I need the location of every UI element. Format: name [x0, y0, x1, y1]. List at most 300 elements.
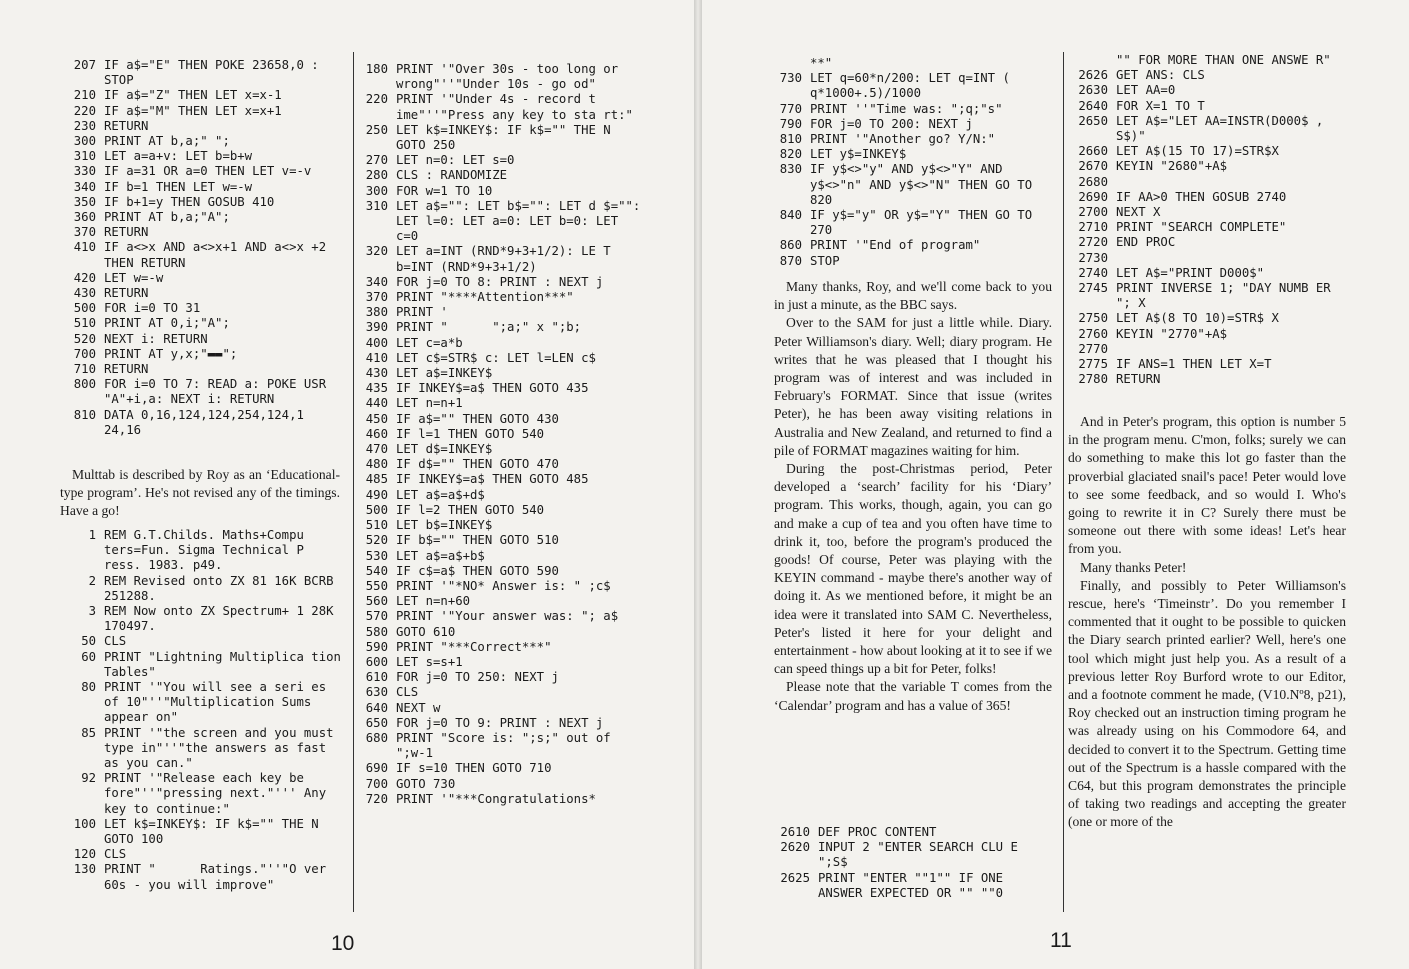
diary-article-text: [774, 278, 1052, 715]
code-line: [362, 533, 642, 548]
line-code: IF y$<>"y" AND y$<>"Y" AND y$<>"n" AND y$<>"N" THEN GO TO 820: [810, 162, 1040, 207]
line-code: FOR j=0 TO 8: PRINT : NEXT j: [396, 274, 604, 289]
code-line: [70, 195, 345, 210]
line-number: 340: [365, 274, 388, 289]
line-code: END PROC: [1116, 235, 1176, 250]
code-line: [776, 208, 1054, 238]
code-line: [1074, 53, 1348, 68]
code-line: [362, 168, 642, 183]
line-number: 2710: [1078, 220, 1108, 235]
line-code: PRINT '"Release each key be fore"''"pressing next."''' Any key to continue:": [104, 771, 334, 816]
line-code: IF b$="" THEN GOTO 510: [396, 533, 559, 548]
line-number: 810: [73, 407, 96, 422]
code-line: [70, 164, 345, 179]
line-code: NEXT i: RETURN: [104, 331, 208, 346]
code-line: [362, 564, 642, 579]
code-line: [362, 92, 642, 122]
line-number: 60: [81, 649, 96, 664]
line-number: 830: [779, 162, 802, 177]
line-code: **": [810, 56, 833, 70]
line-code: PRINT "****Attention***": [396, 290, 574, 305]
line-code: REM Now onto ZX Spectrum+ 1 28K 170497.: [104, 604, 341, 634]
line-code: STOP: [810, 253, 840, 268]
line-number: 550: [365, 578, 388, 593]
code-line: [362, 290, 642, 305]
page-number: 10: [331, 932, 355, 955]
code-line: [362, 457, 642, 472]
line-number: 520: [73, 331, 96, 346]
listing-multtab-end: [776, 56, 1054, 269]
line-number: 220: [365, 92, 388, 107]
line-number: 2640: [1078, 98, 1108, 113]
line-code: LET w=-w: [104, 270, 164, 285]
code-line: [362, 640, 642, 655]
code-line: [70, 847, 345, 862]
line-code: FOR i=0 TO 7: READ a: POKE USR "A"+i,a: NEXT i: RETURN: [104, 377, 334, 407]
line-code: IF a<>x AND a<>x+1 AND a<>x +2 THEN RETURN: [104, 240, 334, 270]
line-number: 870: [779, 253, 802, 268]
code-line: [776, 238, 1054, 253]
line-code: DEF PROC CONTENT: [818, 825, 937, 839]
line-code: LET a$="": LET b$="": LET d $="": LET l=0: LET a=0: LET b=0: LET c=0: [396, 198, 648, 244]
code-line: [70, 408, 345, 438]
listing-diary-search-part2: [1074, 53, 1348, 387]
line-number: 130: [73, 862, 96, 877]
line-number: 510: [365, 518, 388, 533]
line-code: PRINT '"Another go? Y/N:": [810, 132, 996, 147]
code-line: [362, 442, 642, 457]
line-code: IF s=10 THEN GOTO 710: [396, 761, 552, 776]
line-number: 435: [365, 381, 388, 396]
code-line: [70, 604, 345, 634]
code-line: [362, 549, 642, 564]
line-number: 300: [73, 134, 96, 149]
line-code: LET q=60*n/200: LET q=INT ( q*1000+.5)/1000: [810, 71, 1018, 101]
line-code: CLS: [104, 634, 127, 649]
line-number: 320: [365, 244, 388, 259]
line-code: IF a$="" THEN GOTO 430: [396, 411, 559, 426]
code-line: [70, 271, 345, 286]
code-line: [70, 574, 345, 604]
paragraph: And in Peter's program, this option is number 5 in the program menu. C'mon, folks; surely we can do something to make this lot go faster than the proverbial glaciated snail's pace! Peter would love to see some feedback, and so would I. Who's going to rewrite it in C? Surely there must be someone out there with some ideas! Let's hear from you.: [1068, 414, 1346, 557]
line-number: 400: [365, 335, 388, 350]
line-number: 92: [81, 771, 96, 786]
code-line: [70, 377, 345, 407]
line-number: 310: [365, 198, 388, 213]
line-code: RETURN: [104, 362, 149, 377]
code-line: [70, 225, 345, 240]
code-line: [776, 117, 1054, 132]
line-code: FOR w=1 TO 10: [396, 183, 493, 198]
line-number: 540: [365, 563, 388, 578]
line-code: LET y$=INKEY$: [810, 147, 907, 162]
code-line: [1074, 205, 1348, 220]
line-code: NEXT X: [1116, 205, 1161, 220]
paragraph: Please note that the variable T comes from the ‘Calendar’ program and has a value of 365!: [774, 679, 1052, 713]
code-line: [1074, 144, 1348, 159]
line-number: 2620: [780, 840, 810, 855]
code-line: [70, 362, 345, 377]
column-rule: [353, 52, 354, 912]
line-number: 430: [73, 286, 96, 301]
code-line: [776, 825, 1054, 840]
code-line: [362, 336, 642, 351]
code-line: [362, 761, 642, 776]
line-code: PRINT AT b,a;"A";: [104, 210, 230, 225]
code-line: [776, 254, 1054, 269]
line-code: IF l=2 THEN GOTO 540: [396, 502, 545, 517]
code-line: [1074, 311, 1348, 326]
code-line: [1074, 235, 1348, 250]
line-code: LET d$=INKEY$: [396, 442, 493, 457]
line-code: FOR j=0 TO 200: NEXT j: [810, 116, 973, 131]
line-code: IF a=31 OR a=0 THEN LET v=-v: [104, 164, 312, 179]
code-line: [362, 579, 642, 594]
line-number: 470: [365, 442, 388, 457]
line-number: 2626: [1078, 68, 1108, 83]
line-number: [776, 56, 802, 71]
line-code: [1116, 342, 1348, 357]
line-code: IF INKEY$=a$ THEN GOTO 435: [396, 381, 589, 396]
line-code: PRINT "***Correct***": [396, 639, 552, 654]
code-line: [362, 472, 642, 487]
line-number: 690: [365, 761, 388, 776]
line-number: [1074, 53, 1108, 68]
code-line: [70, 88, 345, 103]
listing-multtab-part1: [70, 528, 349, 893]
line-number: 2760: [1078, 326, 1108, 341]
line-number: 280: [365, 168, 388, 183]
line-number: 2770: [1078, 341, 1108, 356]
multtab-intro: [60, 466, 340, 521]
line-number: 390: [365, 320, 388, 335]
line-code: RETURN: [104, 118, 149, 133]
code-line: [362, 655, 642, 670]
line-code: PRINT '"***Congratulations*: [396, 791, 596, 806]
line-number: 440: [365, 396, 388, 411]
line-number: 2775: [1078, 357, 1108, 372]
code-line: [362, 351, 642, 366]
line-number: 770: [779, 101, 802, 116]
line-number: 700: [365, 776, 388, 791]
line-number: 580: [365, 624, 388, 639]
line-code: REM G.T.Childs. Maths+Compu ters=Fun. Sigma Technical P ress. 1983. p49.: [104, 528, 312, 573]
code-line: [1074, 281, 1348, 311]
code-line: [362, 198, 648, 245]
code-line: [1074, 220, 1348, 235]
code-line: [362, 244, 642, 274]
line-number: 410: [365, 350, 388, 365]
code-line: [362, 381, 642, 396]
line-code: LET k$=INKEY$: IF k$="" THE N GOTO 250: [396, 122, 619, 153]
line-code: LET a=a+v: LET b=b+w: [104, 149, 253, 164]
line-code: LET n=0: LET s=0: [396, 153, 515, 168]
code-line: [362, 670, 642, 685]
line-code: IF y$="y" OR y$="Y" THEN GO TO 270: [810, 208, 1040, 238]
code-line: [362, 62, 642, 92]
line-code: NEXT w: [396, 700, 441, 715]
line-code: CLS : RANDOMIZE: [396, 168, 508, 183]
line-code: PRINT AT b,a;" ";: [104, 134, 230, 149]
line-number: 590: [365, 639, 388, 654]
line-code: RETURN: [1116, 372, 1161, 387]
code-line: [362, 366, 642, 381]
line-number: 330: [73, 164, 96, 179]
line-code: PRINT '"Under 4s - record t ime"''"Press any key to sta rt:": [396, 92, 633, 122]
line-number: 380: [365, 305, 388, 320]
line-code: FOR X=1 TO T: [1116, 98, 1205, 113]
code-line: [70, 634, 345, 649]
line-code: LET A$(15 TO 17)=STR$X: [1116, 144, 1279, 159]
line-code: LET n=n+60: [396, 594, 471, 609]
line-number: 480: [365, 457, 388, 472]
code-line: [362, 184, 642, 199]
line-code: GOTO 730: [396, 776, 456, 791]
line-number: 180: [365, 62, 388, 76]
code-line: [362, 685, 642, 700]
line-number: 510: [73, 316, 96, 331]
line-code: PRINT AT 0,i;"A";: [104, 316, 230, 331]
line-number: 2690: [1078, 189, 1108, 204]
line-code: PRINT '"End of program": [810, 238, 981, 253]
code-line: [70, 119, 345, 134]
paragraph: Many thanks Peter!: [1080, 559, 1187, 575]
line-code: REM Revised onto ZX 81 16K BCRB 251288.: [104, 573, 341, 603]
line-code: "" FOR MORE THAN ONE ANSWE R": [1116, 53, 1331, 67]
code-line: [70, 771, 345, 817]
line-code: GET ANS: CLS: [1116, 68, 1205, 83]
line-number: 2610: [780, 825, 810, 839]
line-number: 2740: [1078, 265, 1108, 280]
line-number: 350: [73, 194, 96, 209]
code-line: [70, 347, 345, 362]
code-line: [362, 153, 642, 168]
line-number: 710: [73, 362, 96, 377]
line-code: FOR i=0 TO 31: [104, 301, 201, 316]
code-line: [776, 56, 1054, 71]
listing-multtab-part2: [362, 62, 648, 807]
line-code: PRINT " ";a;" x ";b;: [396, 320, 582, 335]
code-line: [70, 134, 345, 149]
line-code: GOTO 610: [396, 624, 456, 639]
line-code: RETURN: [104, 286, 149, 301]
line-number: 230: [73, 118, 96, 133]
line-code: IF l=1 THEN GOTO 540: [396, 426, 545, 441]
line-number: 120: [73, 847, 96, 862]
line-code: LET k$=INKEY$: IF k$="" THE N GOTO 100: [104, 816, 327, 847]
code-line: [362, 275, 642, 290]
code-line: [362, 305, 642, 320]
line-number: 720: [365, 791, 388, 806]
line-number: 2650: [1078, 113, 1108, 128]
code-line: [70, 149, 345, 164]
line-number: 630: [365, 685, 388, 700]
line-code: LET a$=a$+d$: [396, 487, 485, 502]
code-line: [70, 301, 345, 316]
line-number: 370: [73, 225, 96, 240]
line-number: 860: [779, 238, 802, 253]
line-number: 80: [81, 680, 96, 695]
line-code: FOR j=0 TO 9: PRINT : NEXT j: [396, 715, 604, 730]
line-code: PRINT " Ratings."''"O ver 60s - you will improve": [104, 862, 334, 892]
code-line: [70, 528, 345, 574]
code-line: [362, 123, 642, 153]
listing-diary-search-part1: [776, 825, 1054, 901]
line-number: 430: [365, 366, 388, 381]
line-number: 680: [365, 730, 388, 745]
paragraph: During the post-Christmas period, Peter developed a ‘search’ facility for his ‘Diary’ program. This works, though, again, you can go and make a cup of tea and you often have time to drink it, too, before the program's produced the goods! Of course, Peter was playing with the KEYIN command - maybe there's another way of doing it. As we mentioned before, it might be an idea were it translated into SAM C. Nevertheless, Peter's listed it here for your delight and entertainment - how about looking at it to see if we can speed things up a bit for Peter, folks!: [774, 461, 1052, 677]
line-number: 840: [779, 208, 802, 223]
code-line: [362, 427, 642, 442]
code-line: [362, 503, 642, 518]
line-number: 3: [88, 604, 96, 619]
line-code: [1116, 175, 1348, 190]
code-line: [776, 71, 1054, 101]
line-number: 410: [73, 240, 96, 255]
line-number: 2720: [1078, 235, 1108, 250]
line-code: LET s=s+1: [396, 654, 463, 669]
paragraph: Finally, and possibly to Peter Williamson's rescue, here's ‘Timeinstr’. Do you remember I commented that it ought to be possible to quicken the Diary search printed earlier? Well, here's one tool which might just help you. As a result of a previous letter Roy Burford wrote to our Editor, and a footnote comment he made, (V10.Nº8, p21), Roy checked out an instruction timing program he was already using on his Commodore 64, and decided to convert it to the Spectrum. Getting time out of the Spectrum is a hassle compared with the C64, but this program demonstrates the principle of taking two readings and accepting the greater (one or more of the: [1068, 577, 1346, 830]
code-line: [1074, 83, 1348, 98]
code-line: [70, 240, 345, 270]
code-line: [1074, 372, 1348, 387]
line-code: PRINT '"Your answer was: "; a$: [396, 609, 619, 624]
line-number: 500: [365, 502, 388, 517]
code-line: [70, 104, 345, 119]
line-code: INPUT 2 "ENTER SEARCH CLU E ";S$: [818, 840, 1026, 870]
code-line: [362, 412, 642, 427]
code-line: [362, 731, 642, 761]
line-code: PRINT "SEARCH COMPLETE": [1116, 220, 1287, 235]
line-number: 85: [81, 725, 96, 740]
line-code: PRINT ''"Time was: ";q;"s": [810, 101, 1003, 116]
line-number: 370: [365, 290, 388, 305]
line-code: IF ANS=1 THEN LET X=T: [1116, 357, 1272, 372]
line-code: PRINT '"You will see a seri es of 10"''"Multiplication Sums appear on": [104, 680, 334, 725]
left-page: [0, 0, 694, 969]
code-line: [1074, 327, 1348, 342]
line-number: 530: [365, 548, 388, 563]
line-code: DATA 0,16,124,124,254,124,1 24,16: [104, 407, 312, 437]
line-number: 2660: [1078, 144, 1108, 159]
line-code: LET A$="LET AA=INSTR(D000$ , S$)": [1116, 113, 1331, 144]
line-number: 2745: [1078, 281, 1108, 296]
line-code: PRINT "Lightning Multiplica tion Tables": [104, 649, 349, 679]
line-code: LET c$=STR$ c: LET l=LEN c$: [396, 350, 596, 365]
line-number: 300: [365, 183, 388, 198]
line-number: 2730: [1078, 250, 1108, 265]
code-line: [1074, 114, 1348, 144]
line-number: 1: [88, 528, 96, 542]
code-line: [70, 862, 345, 892]
line-code: LET c=a*b: [396, 335, 463, 350]
line-number: 2680: [1078, 174, 1108, 189]
right-page: [702, 0, 1409, 969]
code-line: [1074, 251, 1348, 266]
line-number: 450: [365, 411, 388, 426]
line-code: PRINT ': [396, 305, 448, 320]
line-code: PRINT '"*NO* Answer is: " ;c$: [396, 578, 611, 593]
line-number: 520: [365, 533, 388, 548]
code-line: [70, 180, 345, 195]
line-number: 2: [88, 573, 96, 588]
code-line: [776, 147, 1054, 162]
line-code: CLS: [396, 685, 419, 700]
line-number: 600: [365, 654, 388, 669]
code-line: [362, 625, 642, 640]
code-line: [1074, 266, 1348, 281]
line-code: [1116, 251, 1348, 266]
code-line: [362, 488, 642, 503]
line-number: 2780: [1078, 372, 1108, 387]
spine-gutter: [694, 0, 702, 969]
code-line: [70, 58, 345, 88]
line-number: 310: [73, 149, 96, 164]
line-number: 50: [81, 634, 96, 649]
code-line: [776, 132, 1054, 147]
paragraph: Many thanks, Roy, and we'll come back to you in just a minute, as the BBC says.: [774, 279, 1052, 313]
line-code: KEYIN "2770"+A$: [1116, 326, 1228, 341]
line-code: PRINT AT y,x;"▬▬";: [104, 346, 238, 361]
code-line: [776, 102, 1054, 117]
line-number: 2625: [780, 870, 810, 885]
line-number: 360: [73, 210, 96, 225]
code-line: [1074, 99, 1348, 114]
code-line: [776, 162, 1054, 208]
code-line: [70, 316, 345, 331]
paragraph: Over to the SAM for just a little while. Diary. Peter Williamson's diary. Well; diary program. He writes that he was pleased that I thought his program was of interest and was included in February's FORMAT. Since that issue (writes Peter), he has been away visiting relations in Australia and New Zealand, and returned to find a pile of FORMAT magazines waiting for him.: [774, 315, 1052, 458]
code-line: [362, 777, 642, 792]
code-line: [362, 518, 642, 533]
code-line: [70, 726, 345, 772]
code-line: [362, 594, 642, 609]
code-line: [70, 680, 345, 726]
line-code: PRINT "ENTER ""1"" IF ONE ANSWER EXPECTED OR "" ""0: [818, 870, 1011, 900]
line-number: 570: [365, 609, 388, 624]
line-number: 250: [365, 122, 388, 137]
code-line: [362, 320, 642, 335]
line-number: 810: [779, 132, 802, 147]
code-line: [1074, 357, 1348, 372]
line-code: IF c$=a$ THEN GOTO 590: [396, 563, 559, 578]
code-line: [1074, 159, 1348, 174]
code-line: [776, 840, 1054, 870]
code-line: [1074, 175, 1348, 190]
line-code: IF a$="E" THEN POKE 23658,0 : STOP: [104, 58, 327, 88]
line-code: IF INKEY$=a$ THEN GOTO 485: [396, 472, 589, 487]
line-number: 820: [779, 147, 802, 162]
line-number: 2670: [1078, 159, 1108, 174]
line-code: FOR j=0 TO 250: NEXT j: [396, 670, 559, 685]
line-number: 485: [365, 472, 388, 487]
line-code: LET a=INT (RND*9+3+1/2): LE T b=INT (RND*9+3+1/2): [396, 244, 619, 274]
code-line: [1074, 342, 1348, 357]
line-code: LET n=n+1: [396, 396, 463, 411]
line-code: LET a$=INKEY$: [396, 366, 493, 381]
line-number: 420: [73, 270, 96, 285]
line-code: IF d$="" THEN GOTO 470: [396, 457, 559, 472]
code-line: [362, 792, 642, 807]
line-code: PRINT INVERSE 1; "DAY NUMB ER "; X: [1116, 281, 1339, 311]
line-code: RETURN: [104, 225, 149, 240]
line-code: IF b=1 THEN LET w=-w: [104, 179, 253, 194]
line-code: IF a$="M" THEN LET x=x+1: [104, 103, 282, 118]
line-number: 560: [365, 594, 388, 609]
line-number: 210: [73, 88, 96, 103]
line-number: 800: [73, 377, 96, 392]
code-line: [70, 649, 349, 680]
line-number: 2630: [1078, 83, 1108, 98]
